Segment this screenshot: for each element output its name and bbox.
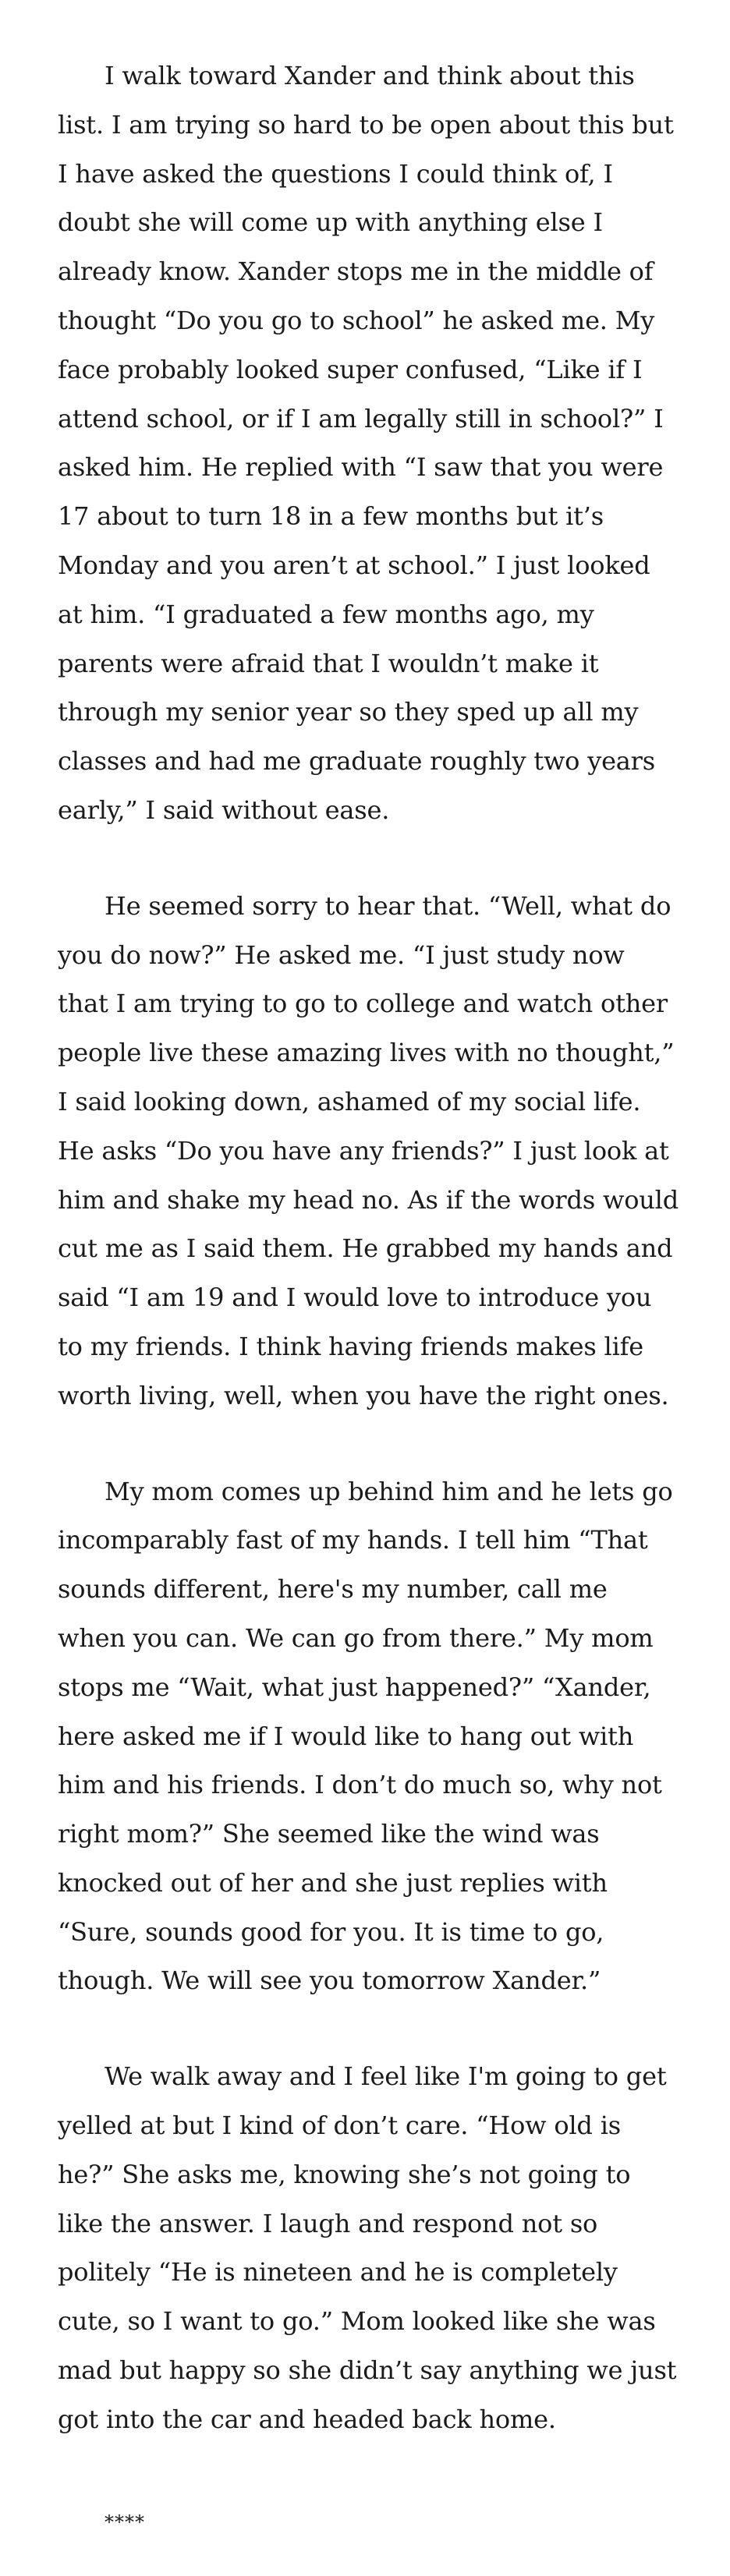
paragraph-4: We walk away and I feel like I'm going to get yelled at but I kind of don’t care. “How old is he?” She asks me, knowing she’s not going to like the answer. I laugh and respond not so politely “He is nineteen and he is completely cute, so I want to go.” Mom looked like she was mad but happy so she didn’t say anything we just got into the car and headed back home. — [58, 2061, 677, 2434]
paragraph-3: My mom comes up behind him and he lets go incomparably fast of my hands. I tell him “That sounds different, here's my number, call me when you can. We can go from there.” My mom stops me “Wait, what just happened?” “Xander, here asked me if I would like to hang out with him and his friends. I don’t do much so, why not right mom?” She seemed like the wind was knocked out of her and she just replies with “Sure, sounds good for you. It is time to go, though. We will see you tomorrow Xander.” — [58, 1476, 673, 1996]
scene-break-separator: **** — [105, 2511, 145, 2533]
story-text-body — [58, 51, 682, 2444]
paragraph-1: I walk toward Xander and think about this list. I am trying so hard to be open about this but I have asked the questions I could think of, I doubt she will come up with anything else I already know. Xander stops me in the middle of thought “Do you go to school” he asked me. My face probably looked super confused, “Like if I attend school, or if I am legally still in school?” I asked him. He replied with “I saw that you were 17 about to turn 18 in a few months but it’s Monday and you aren’t at school.” I just looked at him. “I graduated a few months ago, my parents were afraid that I wouldn’t make it through my senior year so they sped up all my classes and had me graduate roughly two years early,” I said without ease. — [58, 61, 674, 825]
paragraph-2: He seemed sorry to hear that. “Well, what do you do now?” He asked me. “I just study now that I am trying to go to college and watch other people live these amazing lives with no thought,” I said looking down, ashamed of my social life. He asks “Do you have any friends?” I just look at him and shake my head no. As if the words would cut me as I said them. He grabbed my hands and said “I am 19 and I would love to introduce you to my friends. I think having friends makes life worth living, well, when you have the right ones. — [58, 890, 679, 1410]
